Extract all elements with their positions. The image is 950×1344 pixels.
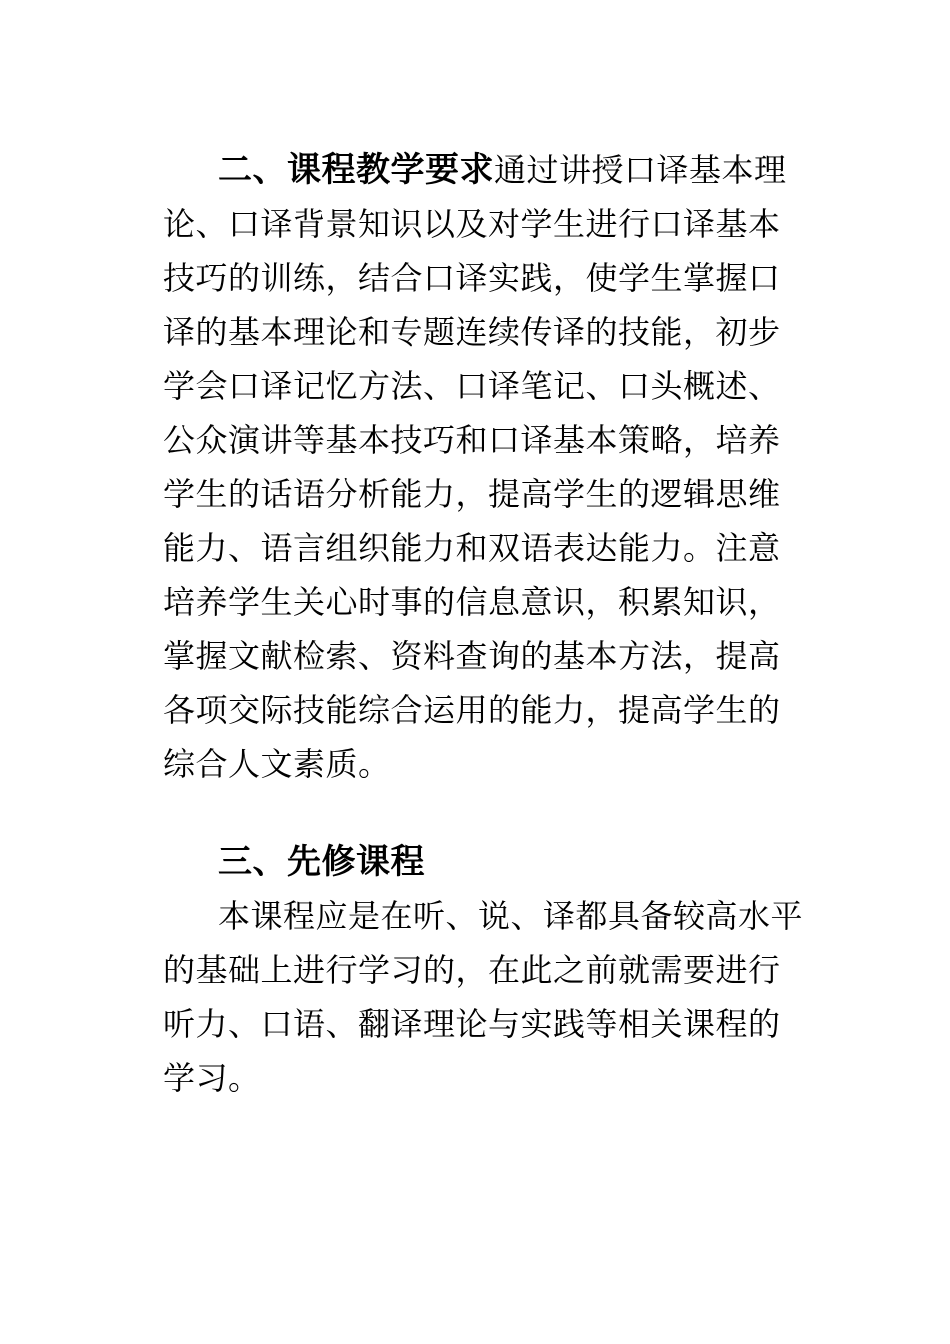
section2-heading: 二、课程教学要求 — [218, 150, 494, 190]
section2-line-5: 学会口译记忆方法、口译笔记、口头概述、 — [163, 367, 781, 405]
section2-line-12: 综合人文素质。 — [163, 745, 391, 783]
section2-line-7: 学生的话语分析能力，提高学生的逻辑思维 — [163, 475, 781, 513]
section2-first-line — [218, 150, 787, 190]
section3-heading: 三、先修课程 — [218, 842, 425, 882]
section3-line-2: 的基础上进行学习的，在此之前就需要进行 — [163, 951, 781, 989]
section2-line-3: 技巧的训练，结合口译实践，使学生掌握口 — [163, 259, 781, 297]
section3-line-1: 本课程应是在听、说、译都具备较高水平 — [218, 897, 804, 935]
section2-line-4: 译的基本理论和专题连续传译的技能，初步 — [163, 313, 781, 351]
section3-line-4: 学习。 — [163, 1059, 261, 1097]
section3-line-3: 听力、口语、翻译理论与实践等相关课程的 — [163, 1005, 781, 1043]
section2-line-6: 公众演讲等基本技巧和口译基本策略，培养 — [163, 421, 781, 459]
section2-line-9: 培养学生关心时事的信息意识，积累知识， — [163, 583, 781, 621]
section2-line-8: 能力、语言组织能力和双语表达能力。注意 — [163, 529, 781, 567]
section2-line-10: 掌握文献检索、资料查询的基本方法，提高 — [163, 637, 781, 675]
section2-line-11: 各项交际技能综合运用的能力，提高学生的 — [163, 691, 781, 729]
section2-line-2: 论、口译背景知识以及对学生进行口译基本 — [163, 205, 781, 243]
section2-line-1: 通过讲授口译基本理 — [494, 151, 787, 189]
